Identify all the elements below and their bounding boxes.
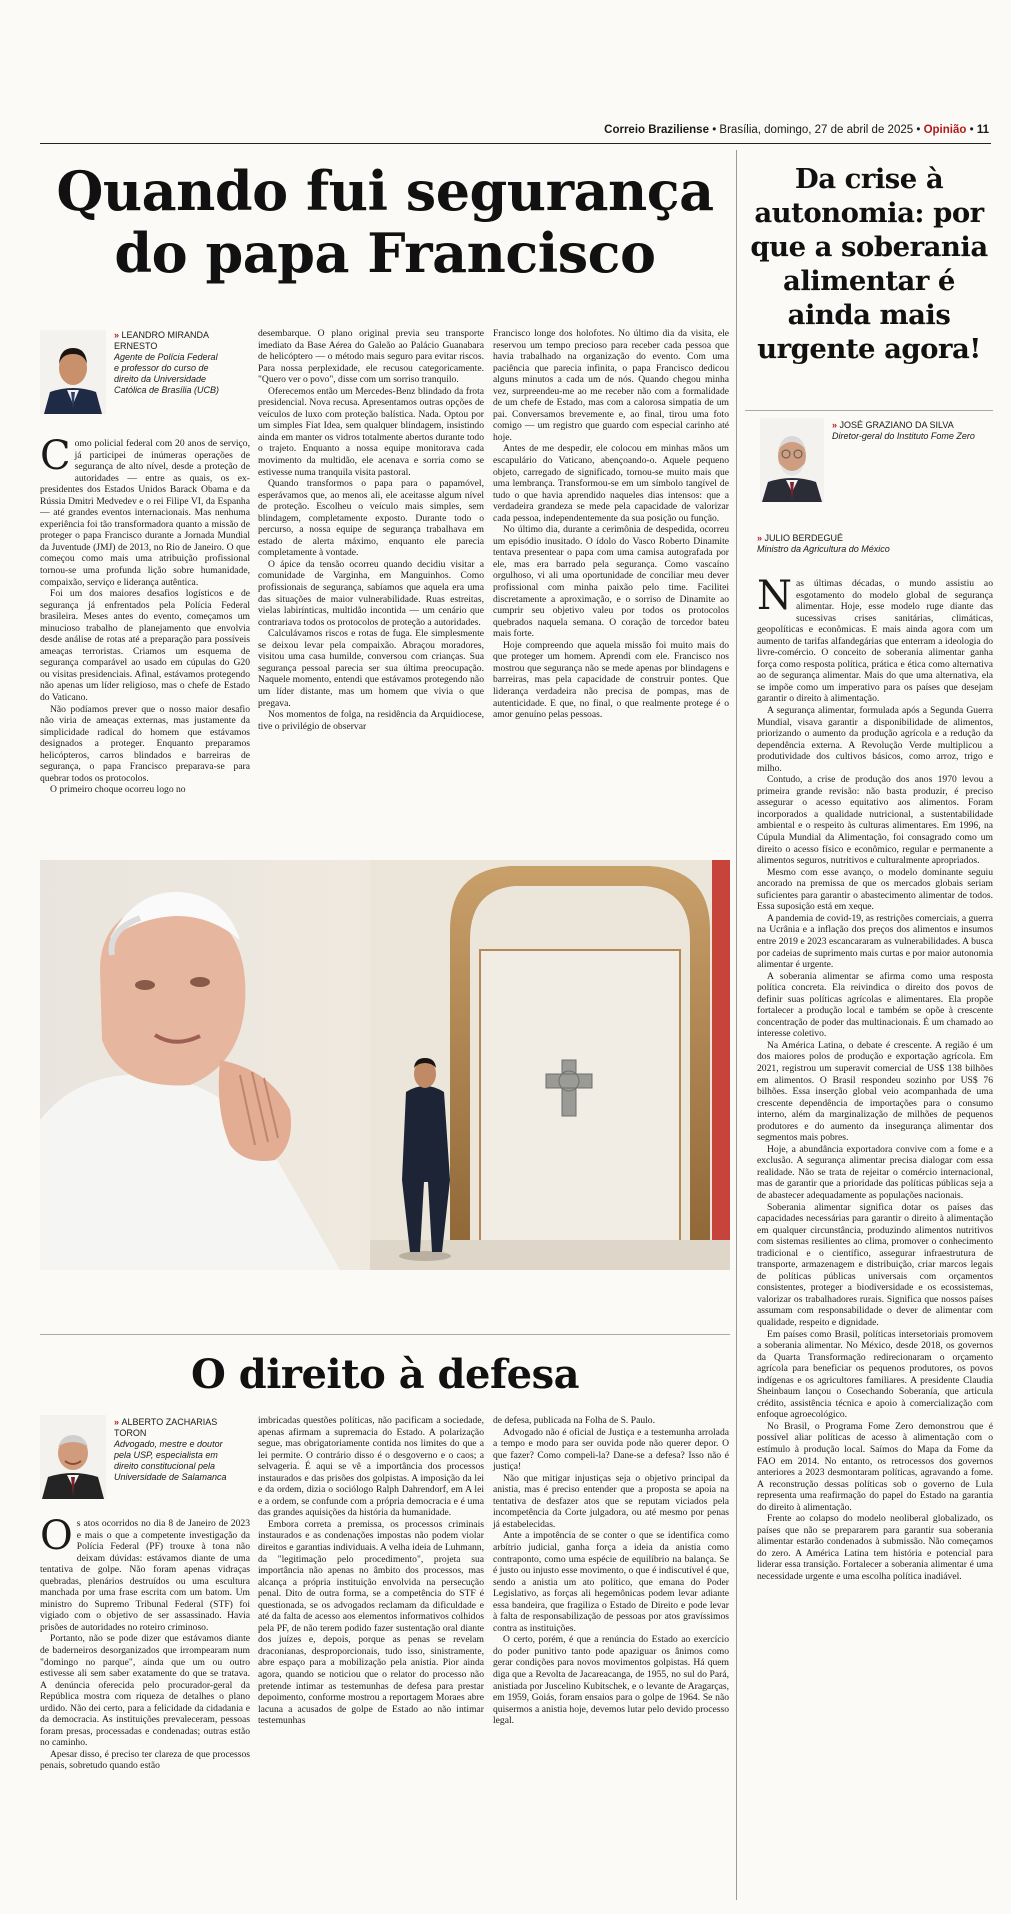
author-name: » JOSÉ GRAZIANO DA SILVA (832, 420, 992, 431)
side-headline: Da crise à autonomia: por que a soberania alimentar é ainda mais urgente agora! (750, 163, 988, 365)
side-byline-2 (757, 533, 987, 555)
author-role: Diretor-geral do Instituto Fome Zero (832, 431, 975, 441)
pope-photo-illustration (40, 860, 730, 1270)
author-photo-toron (40, 1415, 106, 1499)
author-role: Ministro da Agricultura do México (757, 544, 890, 554)
page-header: Correio Braziliense • Brasília, domingo, 27 de abril de 2025 • Opinião • 11 (40, 124, 991, 144)
dropcap: N (757, 573, 792, 619)
author-portrait-icon (760, 418, 824, 502)
author-portrait-icon (40, 330, 106, 414)
section-name: Opinião (923, 124, 967, 136)
author-name: » LEANDRO MIRANDA ERNESTO (114, 330, 224, 352)
side-byline-1 (832, 420, 992, 442)
section-divider (40, 1334, 730, 1335)
side-article-body: Nas últimas décadas, o mundo assistiu ao esgotamento do modelo global de segurança alimentar. Hoje, esse modelo ruge diante das sucessivas crises sanitárias, climáticas, geopolíticas e econômicas. E mais ainda agora com um aumento de tarifas alfandegárias que enterram a ideologia do livre-comércio. O conceito de soberania alimentar ganha força como resposta política, prática e ética como alternativa ao de segurança alimentar. Mais do que uma alternativa, ela se impõe como um imperativo para os países que desejam garantir o direito à alimentação. A segurança alimentar, formulada após a Segunda Guerra Mundial, visava garantir a disponibilidade de alimentos, priorizando o aumento da produção agrícola e a redução da dependência externa. A Revolução Verde multiplicou a produtividade dos cultivos básicos, como arroz, trigo e milho. Contudo, a crise de produção dos anos 1970 levou a primeira grande revisão: não basta produzir, é preciso assegurar o acesso equitativo aos alimentos. Foram incorporados a qualidade nutricional, a sustentabilidade ambiental e o respeito às culturas alimentares. Em 1996, na Cúpula Mundial da Alimentação, foi consagrado como um direito o acesso físico e econômico, regular e permanente a alimentos seguros, nutritivos e culturalmente apropriados. Mesmo com esse avanço, o modelo dominante seguiu ancorado na premissa de que os mercados globais seriam suficientes para garantir o abastecimento alimentar de todos. Essa suposição está em xeque. A pandemia de covid-19, as restrições comerciais, a guerra na Ucrânia e a inflação dos preços dos alimentos e insumos entre 2019 e 2023 escancararam as vulnerabilidades. A busca por cadeias de suprimento mais curtas e por maior autonomia alimentar é urgente. A soberania alimentar se afirma como uma resposta política concreta. Ela reivindica o direito dos povos de definir suas políticas agrícolas e alimentares. Ela propõe fortalecer a produção local e também se opõe à crescente concentração de poder das multinacionais. É um chamado ao interesse coletivo. Na América Latina, o debate é crescente. A região é um dos maiores polos de produção e exportação agrícola. Em 2021, registrou um superavit comercial de US$ 138 bilhões em alimentos. O Brasil respondeu sozinho por US$ 76 bilhões. Essa inserção global veio acompanhada de uma crescente dependência de importações para o consumo interno, além da marginalização de milhões de pequenos produtores e do aumento da insegurança alimentar dos segmentos mais pobres. Hoje, a abundância exportadora convive com a fome e a exclusão. A segurança alimentar precisa dialogar com essa realidade. Não se trata de rejeitar o comércio internacional, mas de garantir que a prioridade das políticas públicas seja a de abastecer adequadamente as populações nacionais. Soberania alimentar significa dotar os países das capacidades necessárias para garantir o direito à alimentação em qualquer circunstância, produzindo alimentos nutritivos com sistemas resilientes ao clima, promover o conhecimento tradicional e o científico, assegurar infraestrutura de transporte, armazenagem e distribuição, criar marcos legais de políticas públicas universais com orçamentos consistentes, proteger a biodiversidade e os ecossistemas, valorizar os trabalhadores rurais. Significa que nossos países assumam com responsabilidade o dever de alimentar com qualidade, respeito e dignidade. Em países como Brasil, políticas intersetoriais promovem a soberania alimentar. No México, desde 2018, os governos da Quarta Transformação redirecionaram o orçamento agrícola para beneficiar os pequenos produtores, os povos indígenas e os agricultores familiares. A presidente Claudia Sheinbaum lançou o Cosechando Soberanía, que articula crédito, assistência técnica e apoio à comercialização com enfoque agroecológico. No Brasil, o Programa Fome Zero demonstrou que é possível aliar políticas de acesso à alimentação com o estímulo à produção local. Saímos do Mapa da Fome da FAO em 2014. No entanto, os retrocessos dos governos anteriores a 2023 desmontaram políticas, agravando a fome. A reconstrução dessas políticas sob o governo de Lula representa uma reafirmação do papel do Estado na garantia do direito à alimentação. Frente ao colapso do modelo neoliberal globalizado, os países que não se prepararem para garantir sua soberania alimentar estarão condenados à submissão. Não começamos do zero. A América Latina tem história e potencial para liderar essa transição. Fortalecer a soberania alimentar é uma necessidade urgente e uma escolha política inadiável. (757, 573, 993, 1583)
article1-photo (40, 860, 730, 1270)
article1-column-3: Francisco longe dos holofotes. No último dia da visita, ele reservou um tempo precioso para receber cada pessoa que havia trabalhado na organização do evento. Com uma paciência que parecia infinita, o papa Francisco dedicou alguns minutos a cada um de nós. Quando chegou minha vez, surpreendeu-me ao me receber não com a formalidade de um chefe de Estado, mas com a calorosa simpatia de um pai. Conversamos brevemente e, ao final, tirou uma foto comigo — um registro que guardo com especial carinho até hoje. Antes de me despedir, ele colocou em minhas mãos um escapulário do Vaticano, abençoando-o. Aquele pequeno objeto, carregado de significado, tornou-se muito mais que uma lembrança. Transformou-se em um símbolo tangível de tudo o que havia aprendido naqueles dias intensos: que a verdadeira grandeza se mede pela capacidade de valorizar cada pessoa, independentemente da sua posição ou função. No último dia, durante a cerimônia de despedida, ocorreu um episódio inusitado. O ídolo do Vasco Roberto Dinamite tentava presentear o papa com uma camisa autografada por ele, mas era barrado pela segurança. Como vascaíno orgulhoso, vi ali uma oportunidade de conciliar meu dever profissional com minha paixão pelo time. Facilitei discretamente a aproximação, e o sorriso de Dinamite ao cumprir seu objetivo valeu por todos os protocolos quebrados naquela semana. O coração de torcedor bateu mais forte. Hoje compreendo que aquela missão foi muito mais do que proteger um homem. Aprendi com ele. Francisco nos mostrou que segurança não se mede apenas por blindagens e barreiras, mas pela capacidade de construir pontes. Que liderança verdadeira não precisa de pompas, mas de autenticidade. E que, no final, o que realmente protege é o amor genuíno pelas pessoas. (493, 328, 729, 721)
author-photo-ernesto (40, 330, 106, 414)
paper-name: Correio Braziliense (604, 124, 709, 136)
article2-column-2: imbricadas questões políticas, não pacificam a sociedade, apenas afirmam a supremacia do Estado. A polarização segue, mas obrigatoriamente contida nos limites do que a lei permite. O contrário disso é o desgoverno e o caos; a selvageria. É aqui se vê a importância dos processos instaurados e das prisões dos golpistas. A imposição da lei e da ordem, dizia o sociólogo Ralph Dahrendorf, em A lei e a ordem, se confunde com a própria democracia e é uma das grandes aquisições da história da humanidade. Embora correta a premissa, os processos criminais instaurados e as condenações impostas não podem violar direitos e garantias individuais. A velha ideia de Luhmann, da "legitimação pelo procedimento", projeta sua importância não apenas no âmbito dos processos, mas alcança a própria instituição envolvida na persecução penal. Dito de outra forma, se a competência do STF é questionada, se os advogados reclamam da dificuldade e até da falta de acesso aos elementos informativos colhidos pela PF, de não terem podido fazer sustentação oral diante dos juízes e, depois, porque as penas se revelam draconianas, desproporcionais, tudo isso, sinistramente, abre espaço para a mobilização pela anistia. Pior ainda agora, quando se noticiou que o relator do processo não pretende intimar as testemunhas de defesa para prestar depoimento, conforme mostrou a reportagem Moraes abre lacuna a acusados de golpe de Estado ao não intimar testemunhas (258, 1415, 484, 1727)
author-photo-graziano (760, 418, 824, 502)
article2-column-1: Os atos ocorridos no dia 8 de Janeiro de 2023 e mais o que a competente investigação da Polícia Federal (PF) trouxe à tona não deixam dúvidas: estávamos diante de uma tentativa de golpe. Não foram apenas vidraças quebradas, plenários destruídos ou uma escultura manchada por uma frase escrita com um batom. Um ministro do Supremo Tribunal Federal (STF) foi vigiado com o objetivo de ser assassinado. Havia prisões de autoridades no roteiro criminoso. Portanto, não se pode dizer que estávamos diante de baderneiros desorganizados que irrompearam num "domingo no parque", ainda que um ou outro estivesse ali sem saber exatamente do que se tratava. A denúncia oferecida pelo procurador-geral da República mostra com riqueza de detalhes o plano urdido. Não dei certo, para a felicidade da cidadania e da democracia. As instituições prevaleceram, pessoas foram presas, processadas e condenadas; outras estão no caminho. Apesar disso, é preciso ter clareza de que processos penais, sobretudo quando estão (40, 1513, 250, 1772)
article1-byline (114, 330, 224, 396)
dropcap: O (40, 1513, 73, 1559)
column-divider (736, 150, 737, 1900)
article1-headline: Quando fui segurança do papa Francisco (56, 159, 714, 285)
dateline: Brasília, domingo, 27 de abril de 2025 (719, 124, 914, 136)
author-role: Agente de Polícia Federal e professor do curso de direito da Universidade Católica de Brasília (UCB) (114, 352, 220, 395)
article2-byline (114, 1417, 228, 1483)
article1-column-2: desembarque. O plano original previa seu transporte imediato da Base Aérea do Galeão ao Palácio Guanabara de helicóptero — o método mais seguro para evitar riscos. Para nossa perplexidade, ele recusou categoricamente. "Quero ver o povo", disse com um sorriso tranquilo. Oferecemos então um Mercedes-Benz blindado da frota presidencial. Nova recusa. Apresentamos outras opções de veículos de luxo com proteção balística. Nada. Optou por um simples Fiat Idea, sem qualquer blindagem, insistindo ainda em manter os vidros totalmente abertos durante todo o trajeto. Enquanto a nossa equipe monitorava cada movimento da multidão, ele acenava e sorria como se estivesse numa tranquila visita pastoral. Quando transformos o papa para o papamóvel, esperávamos que, ao menos ali, ele aceitasse algum nível de proteção. Escolheu o veículo mais simples, sem blindagem, completamente exposto. Durante todo o percurso, a nossa equipe de segurança trabalhava em estado de alerta máximo, enquanto ele parecia completamente à vontade. O ápice da tensão ocorreu quando decidiu visitar a comunidade de Varginha, em Manguinhos. Como profissionais de segurança, sabíamos que aquela era uma das situações de maior vulnerabilidade. Ruas estreitas, vielas labirínticas, multidão incontida — um cenário que contrariava todos os protocolos de proteção a autoridades. Calculávamos riscos e rotas de fuga. Ele simplesmente se deixou levar pela compaixão. Abraçou moradores, visitou uma casa humilde, conversou com crianças. Sua segurança pessoal parecia ser sua última preocupação. Naquele momento, entendi que estávamos protegendo não um líder distante, mas um homem que vivia o que pregava. Nos momentos de folga, na residência da Arquidiocese, tive o privilégio de observar (258, 328, 484, 732)
dropcap: C (40, 433, 71, 479)
page-number: 11 (976, 124, 989, 136)
article2-column-3: de defesa, publicada na Folha de S. Paulo. Advogado não é oficial de Justiça e a testemunha arrolada a tempo e modo para ser ouvida pode não querer depor. O que fazer? Como compeli-la? Dane-se a defesa? Isso não é justiça! Não que mitigar injustiças seja o objetivo principal da anistia, mas é preciso entender que a proposta se apoia na tentativa de desfazer atos que se reputam viciados pela incompetência da Corte julgadora, ou até mesmo por penas já estabelecidas. Ante a impotência de se conter o que se identifica como arbítrio judicial, ganha força a ideia da anistia como contraponto, como uma espécie de equilíbrio na balança. Se é justo ou injusto esse movimento, o que é indiscutível é que, sendo a anistia um ato político, que emana do Poder Legislativo, as forças ali hegemônicas podem levar adiante essa bandeira, que fragiliza o Estado de Direito e pode levar à falta de responsabilização de pessoas por atos gravíssimos contra as instituições. O certo, porém, é que a renúncia do Estado ao exercício do poder punitivo tanto pode apaziguar os ânimos como gerar condições para novos movimentos golpistas. Há quem diga que a Revolta de Jacareacanga, de 1955, no sul do Pará, anistiada por Juscelino Kubitschek, e o levante de Aragarças, em 1959, Goiás, foram ensaios para o golpe de 1964. Se não quisermos a anistia hoje, devemos lutar pelo devido processo legal. (493, 1415, 729, 1727)
article1-column-1: Como policial federal com 20 anos de serviço, já participei de inúmeras operações de segurança de alto nível, desde a proteção de autoridades — entre as quais, os ex-presidentes dos Estados Unidos Barack Obama e da Rússia Dmitri Medvedev e o rei Filipe VI, da Espanha — até grandes eventos internacionais. Mas nenhuma experiência foi tão transformadora quanto a missão de proteger o papa Francisco durante a Jornada Mundial da Juventude (JMJ) de 2013, no Rio de Janeiro. O que começou como mais uma atribuição profissional tornou-se uma profunda lição sobre humanidade, compaixão, serviço e liderança autêntica. Foi um dos maiores desafios logísticos e de segurança já enfrentados pela Polícia Federal brasileira. Meses antes do evento, começamos um minucioso trabalho de planejamento que envolvia desde análise de rotas até a preparação para possíveis ameaças terroristas. Criamos um esquema de segurança comparável ao usado em cúpulas do G20 ou visitas presidenciais. Afinal, estávamos protegendo não apenas um líder religioso, mas o chefe de Estado do Vaticano. Não podíamos prever que o nosso maior desafio não viria de ameaças externas, mas justamente da simplicidade radical do homem que estávamos designados a proteger. Enquanto preparamos helicópteros, carros blindados e barreiras de segurança, o papa Francisco preparava-se para quebrar todos os protocolos. O primeiro choque ocorreu logo no (40, 433, 250, 796)
author-name: » ALBERTO ZACHARIAS TORON (114, 1417, 228, 1439)
article2-headline: O direito à defesa (190, 1351, 580, 1398)
author-portrait-icon (40, 1415, 106, 1499)
author-role: Advogado, mestre e doutor pela USP, especialista em direito constitucional pela Universidade de Salamanca (114, 1439, 227, 1482)
author-name: » JULIO BERDEGUÉ (757, 533, 987, 544)
side-divider (745, 410, 993, 411)
